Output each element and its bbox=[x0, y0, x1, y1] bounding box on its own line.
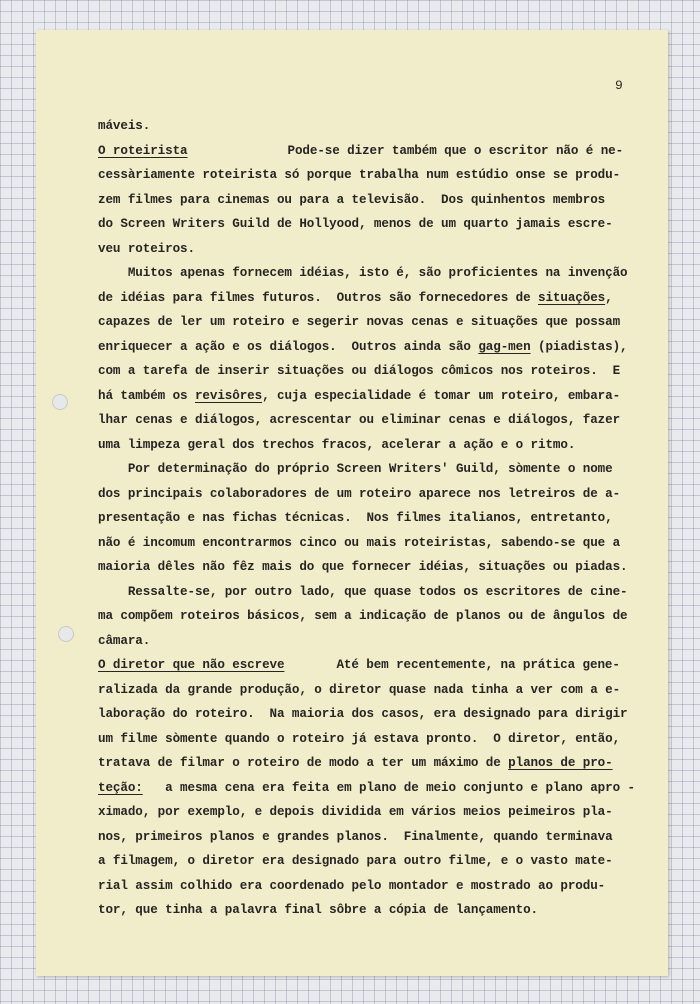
underlined-term: situações bbox=[538, 290, 606, 305]
text-line: não é incomum encontrarmos cinco ou mais roteiristas, sabendo-se que a bbox=[98, 535, 621, 550]
underlined-term: teção: bbox=[98, 780, 143, 795]
text-line: veu roteiros. bbox=[98, 241, 195, 256]
text-line: laboração do roteiro. Na maioria dos casos, era designado para dirigir bbox=[98, 707, 628, 721]
text-line: do Screen Writers Guild de Hollyood, menos de um quarto jamais escre- bbox=[98, 217, 613, 231]
text-line: dos principais colaboradores de um roteiro aparece nos letreiros de a- bbox=[98, 486, 621, 501]
text-line: ralizada da grande produção, o diretor quase nada tinha a ver com a e- bbox=[98, 682, 621, 697]
underlined-term: revisôres bbox=[194, 388, 263, 403]
line-text: a mesma cena era feita em plano de meio conjunto e plano apro - bbox=[142, 780, 635, 795]
text-line: Por determinação do próprio Screen Writers' Guild, sòmente o nome bbox=[98, 462, 613, 476]
text-line: a filmagem, o diretor era designado para outro filme, e o vasto mate- bbox=[98, 854, 613, 868]
underlined-term: gag-men bbox=[478, 339, 531, 354]
text-line: ma compõem roteiros básicos, sem a indicação de planos ou de ângulos de bbox=[98, 609, 628, 623]
line-text: Pode-se dizer também que o escritor não é ne- bbox=[287, 143, 624, 158]
section-heading: O diretor que não escreve bbox=[98, 658, 285, 672]
line-text: Até bem recentemente, na prática gene- bbox=[336, 658, 620, 672]
line-text: , bbox=[605, 290, 613, 305]
line-text: de idéias para filmes futuros. Outros são fornecedores de bbox=[98, 290, 538, 305]
text-line: com a tarefa de inserir situações ou diálogos cômicos nos roteiros. E bbox=[98, 364, 621, 378]
text-line bbox=[98, 751, 648, 776]
text-line: nos, primeiros planos e grandes planos. Finalmente, quando terminava bbox=[98, 829, 613, 844]
line-text: há também os bbox=[98, 388, 195, 403]
text-line: Muitos apenas fornecem idéias, isto é, são proficientes na invenção bbox=[98, 266, 628, 280]
typewritten-page bbox=[36, 30, 668, 976]
text-line: tor, que tinha a palavra final sôbre a cópia de lançamento. bbox=[98, 903, 538, 917]
text-line bbox=[98, 384, 648, 409]
line-text: , cuja especialidade é tomar um roteiro, embara- bbox=[262, 388, 621, 403]
section-heading: O roteirista bbox=[98, 143, 188, 158]
text-line bbox=[98, 776, 648, 801]
page-number: 9 bbox=[615, 78, 623, 93]
text-line: presentação e nas fichas técnicas. Nos filmes italianos, entretanto, bbox=[98, 511, 613, 525]
text-line bbox=[98, 286, 648, 311]
text-line: zem filmes para cinemas ou para a televisão. Dos quinhentos membros bbox=[98, 192, 606, 207]
text-line: cessàriamente roteirista só porque trabalha num estúdio onse se produ- bbox=[98, 168, 621, 182]
text-line bbox=[98, 139, 648, 164]
line-text: enriquecer a ação e os diálogos. Outros ainda são bbox=[98, 339, 479, 354]
text-line: câmara. bbox=[98, 633, 151, 648]
text-line: Ressalte-se, por outro lado, que quase todos os escritores de cine- bbox=[98, 584, 628, 599]
line-text: tratava de filmar o roteiro de modo a ter um máximo de bbox=[98, 756, 509, 770]
body-text bbox=[98, 114, 648, 923]
punch-hole-lower bbox=[58, 626, 74, 642]
punch-hole-upper bbox=[52, 394, 68, 410]
text-line bbox=[98, 335, 648, 360]
text-line bbox=[98, 653, 648, 678]
text-line: lhar cenas e diálogos, acrescentar ou eliminar cenas e diálogos, fazer bbox=[98, 413, 621, 427]
text-line: máveis. bbox=[98, 119, 151, 133]
text-line: um filme sòmente quando o roteiro já estava pronto. O diretor, então, bbox=[98, 731, 621, 746]
text-line: maioria dêles não fêz mais do que fornecer idéias, situações ou piadas. bbox=[98, 560, 628, 574]
text-line: capazes de ler um roteiro e segerir novas cenas e situações que possam bbox=[98, 315, 621, 329]
underlined-term: planos de pro- bbox=[508, 756, 613, 770]
text-line: uma limpeza geral dos trechos fracos, acelerar a ação e o ritmo. bbox=[98, 437, 576, 452]
text-line: ximado, por exemplo, e depois dividida em vários meios peimeiros pla- bbox=[98, 805, 613, 819]
line-text: (piadistas), bbox=[530, 339, 628, 354]
text-line: rial assim colhido era coordenado pelo montador e mostrado ao produ- bbox=[98, 878, 606, 893]
